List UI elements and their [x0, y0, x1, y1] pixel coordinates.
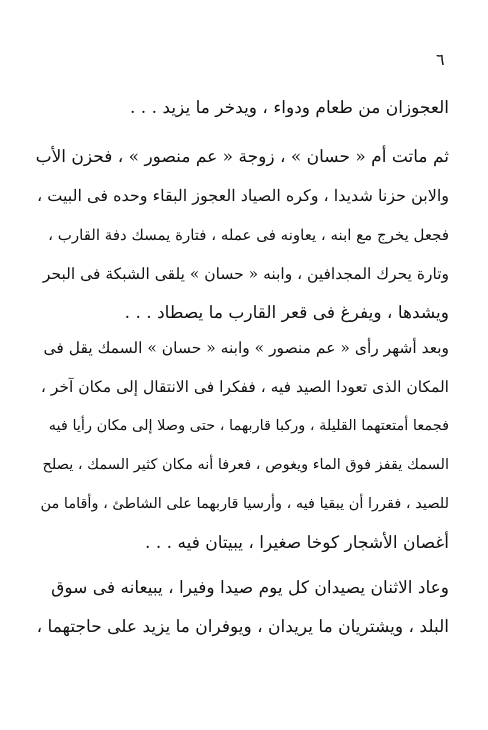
paragraph-3: [36, 328, 449, 568]
text-line: والابن حزنا شديدا ، وكره الصياد العجوز البقاء وحده فى البيت ،: [37, 186, 449, 205]
text-line: فجعل يخرج مع ابنه ، يعاونه فى عمله ، فتارة يمسك دفة القارب ،: [48, 226, 449, 244]
text-line: للصيد ، فقررا أن يبقيا فيه ، وأرسيا قاربهما على الشاطئ ، وأقاما من: [40, 496, 449, 512]
paragraph-2: [36, 137, 449, 337]
text-line: ويشدها ، ويفرغ فى قعر القارب ما يصطاد . . .: [124, 303, 449, 323]
text-line: المكان الذى تعودا الصيد فيه ، ففكرا فى الانتقال إلى مكان آخر ،: [40, 378, 449, 396]
text-line: وبعد أشهر رأى « عم منصور » وابنه « حسان » السمك يقل فى: [43, 339, 449, 357]
text-line: وتارة يحرك المجدافين ، وابنه « حسان » يلقى الشبكة فى البحر: [42, 265, 449, 283]
text-line: ثم ماتت أم « حسان » ، زوجة « عم منصور » ، فحزن الأب: [36, 147, 449, 167]
paragraph-4: [36, 568, 449, 648]
paragraph-1: [36, 88, 449, 128]
text-line: فجمعا أمتعتهما القليلة ، وركبا قاربهما ، حتى وصلا إلى مكان رأيا فيه: [48, 418, 449, 434]
text-line: العجوزان من طعام ودواء ، ويدخر ما يزيد . . .: [129, 98, 449, 118]
text-line: البلد ، ويشتريان ما يريدان ، ويوفران ما يزيد على حاجتهما ،: [36, 617, 449, 637]
text-line: السمك يقفز فوق الماء ويغوص ، فعرفا أنه مكان كثير السمك ، يصلح: [42, 457, 449, 473]
page-number: ٦: [436, 50, 445, 69]
text-line: أغصان الأشجار كوخا صغيرا ، يبيتان فيه . . .: [145, 533, 449, 553]
text-line: وعاد الاثنان يصيدان كل يوم صيدا وفيرا ، يبيعانه فى سوق: [51, 578, 449, 598]
